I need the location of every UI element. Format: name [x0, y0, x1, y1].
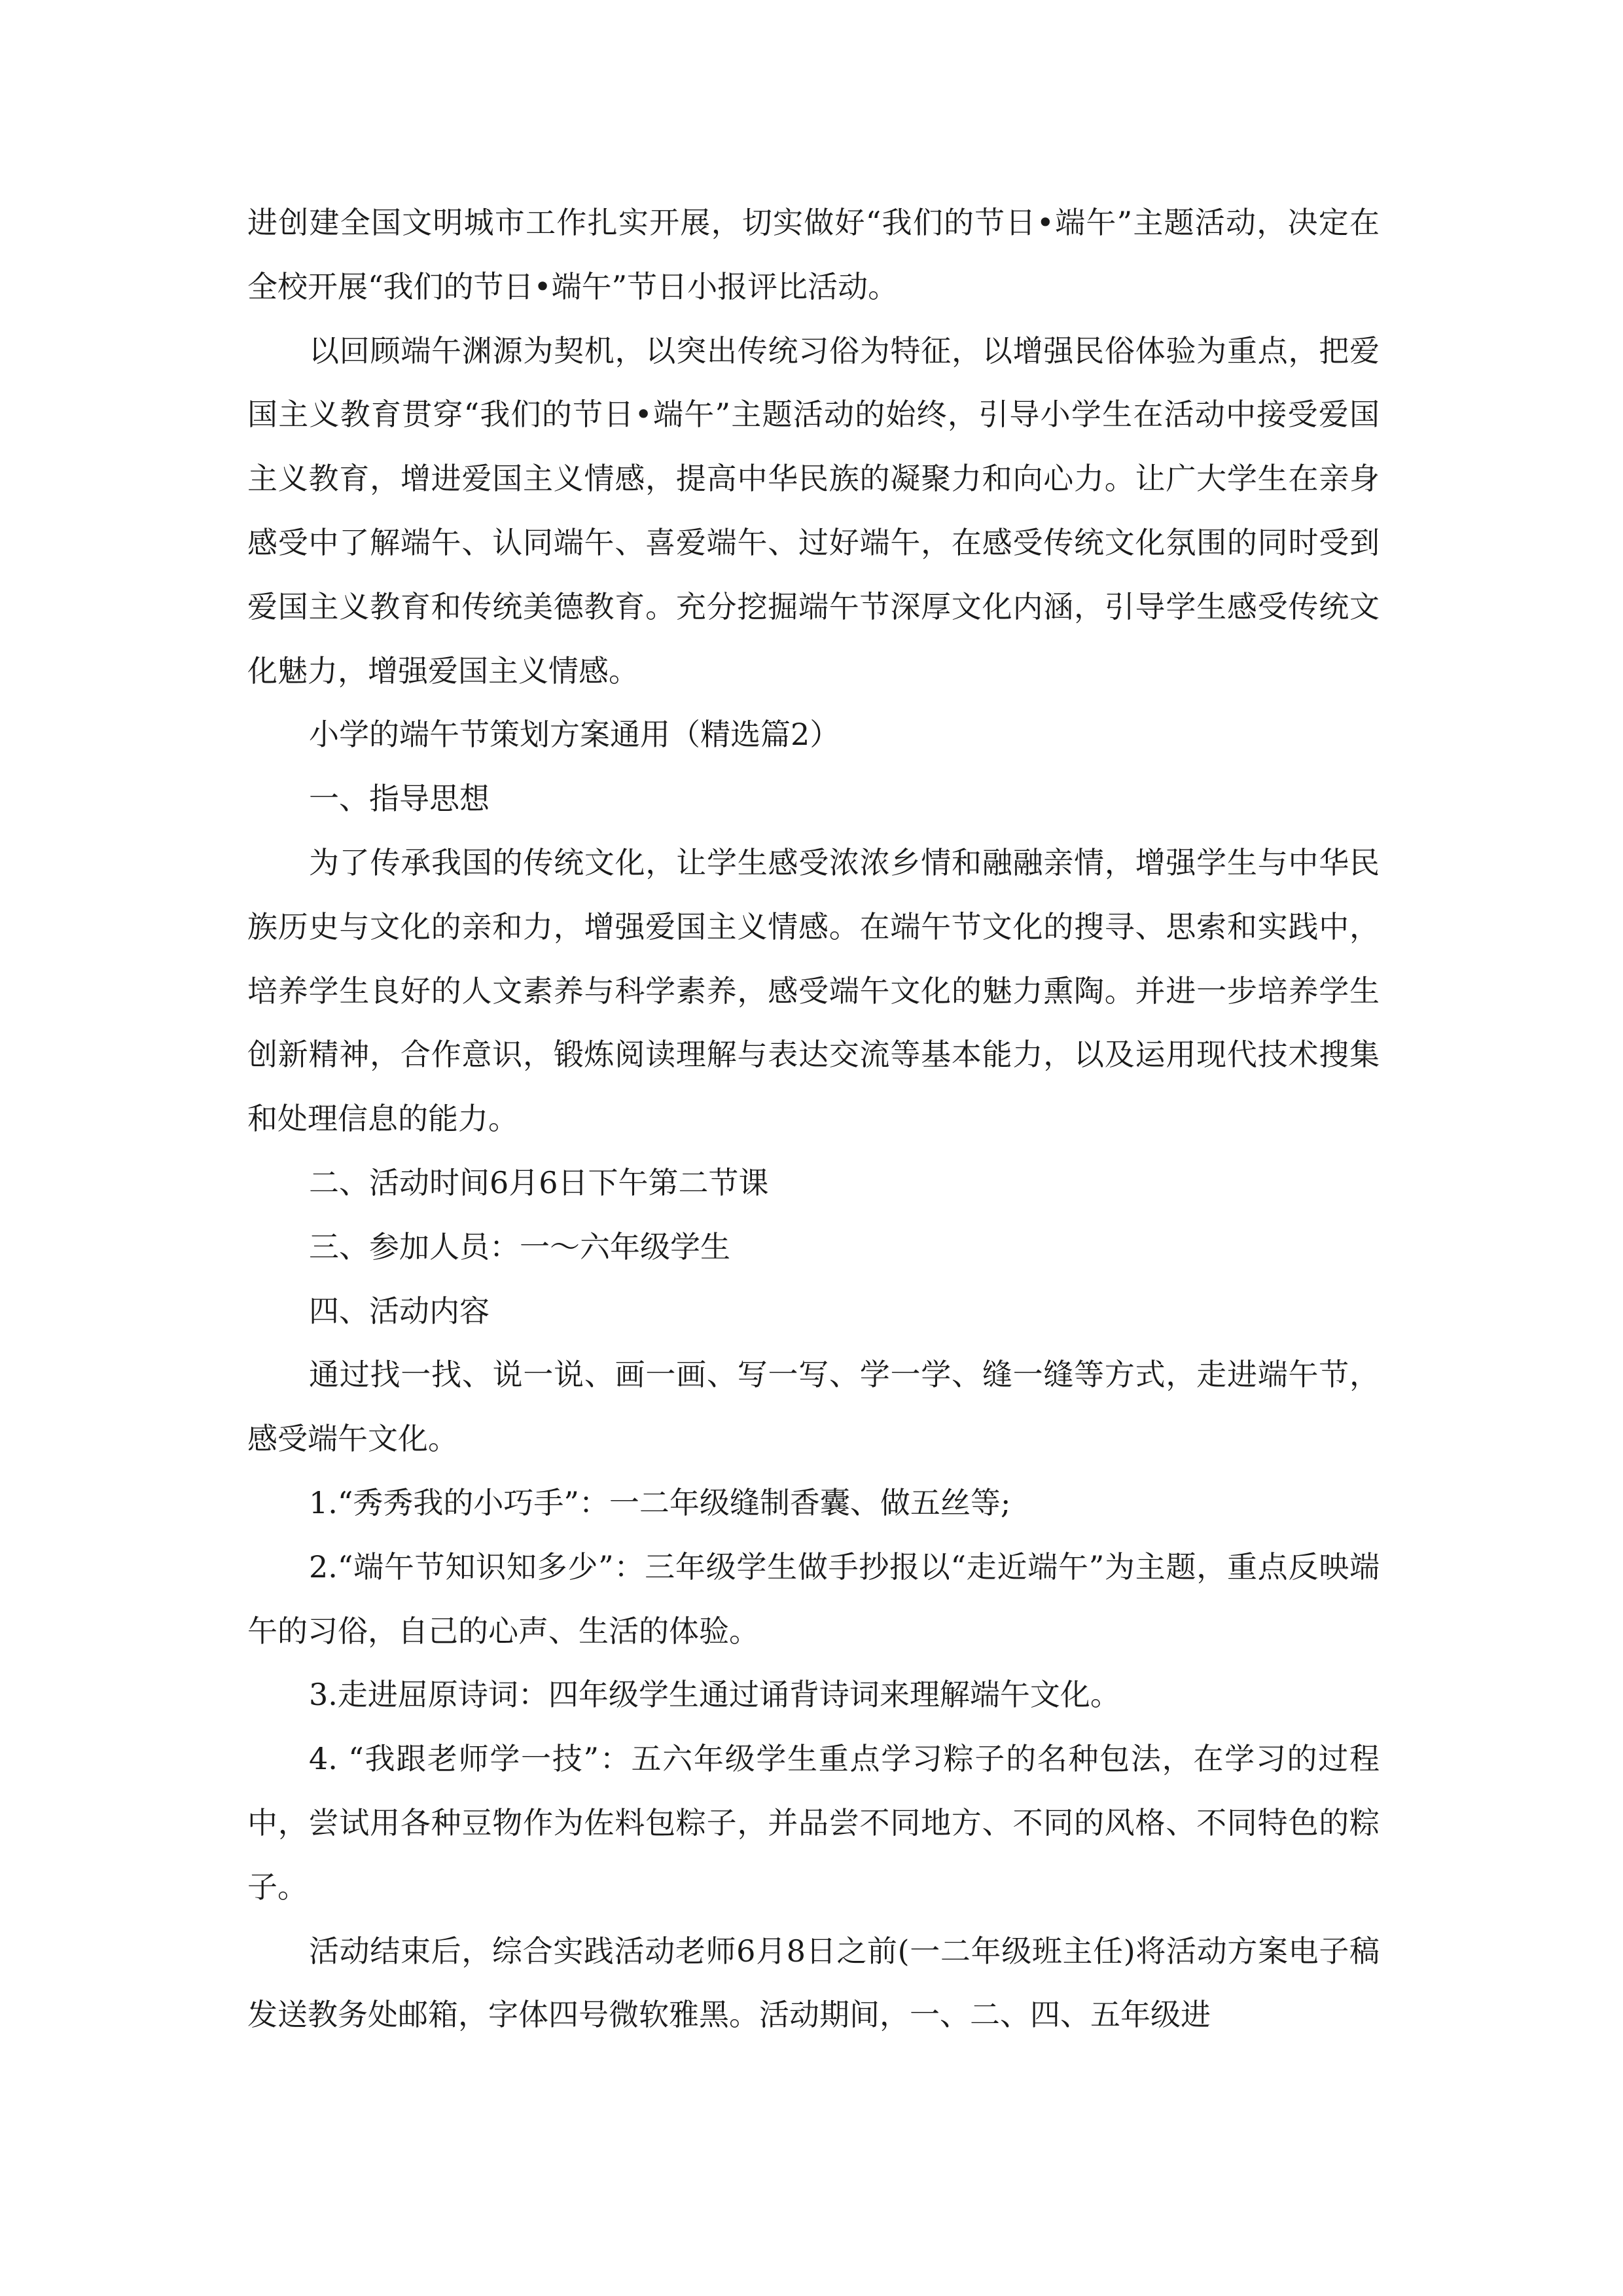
list-item-4: 4. “我跟老师学一技”：五六年级学生重点学习粽子的名种包法，在学习的过程中，尝试用各种豆物作为佐料包粽子，并品尝不同地方、不同的风格、不同特色的粽子。 — [247, 1741, 1380, 1905]
heading-guiding-ideas: 一、指导思想 — [309, 781, 490, 817]
paragraph-2: 以回顾端午渊源为契机，以突出传统习俗为特征，以增强民俗体验为重点，把爱国主义教育贯穿“我们的节日•端午”主题活动的始终，引导小学生在活动中接受爱国主义教育，增进爱国主义情感，提高中华民族的凝聚力和向心力。让广大学生在亲身感受中了解端午、认同端午、喜爱端午、过好端午，在感受传统文化氛围的同时受到爱国主义教育和传统美德教育。充分挖掘端午节深厚文化内涵，引导学生感受传统文化魅力，增强爱国主义情感。 — [247, 332, 1380, 689]
document-body — [247, 191, 1380, 2047]
section-title: 小学的端午节策划方案通用（精选篇2） — [309, 717, 840, 753]
heading-participants: 三、参加人员：一～六年级学生 — [309, 1229, 730, 1265]
list-item-1: 1.“秀秀我的小巧手”：一二年级缝制香囊、做五丝等; — [309, 1484, 1011, 1520]
paragraph-guiding-ideas: 为了传承我国的传统文化，让学生感受浓浓乡情和融融亲情，增强学生与中华民族历史与文化的亲和力，增强爱国主义情感。在端午节文化的搜寻、思索和实践中，培养学生良好的人文素养与科学素养，感受端午文化的魅力熏陶。并进一步培养学生创新精神，合作意识，锻炼阅读理解与表达交流等基本能力，以及运用现代技术搜集和处理信息的能力。 — [247, 844, 1380, 1137]
list-item-2: 2.“端午节知识知多少”：三年级学生做手抄报以“走近端午”为主题，重点反映端午的习俗，自己的心声、生活的体验。 — [247, 1549, 1380, 1649]
list-item-3: 3.走进屈原诗词：四年级学生通过诵背诗词来理解端午文化。 — [309, 1677, 1120, 1713]
heading-activity-content: 四、活动内容 — [309, 1293, 490, 1329]
paragraph-1: 进创建全国文明城市工作扎实开展，切实做好“我们的节日•端午”主题活动，决定在全校开展“我们的节日•端午”节日小报评比活动。 — [247, 205, 1380, 304]
paragraph-closing: 活动结束后，综合实践活动老师6月8日之前(一二年级班主任)将活动方案电子稿发送教务处邮箱，字体四号微软雅黑。活动期间，一、二、四、五年级进 — [247, 1933, 1380, 2033]
paragraph-activity-intro: 通过找一找、说一说、画一画、写一写、学一学、缝一缝等方式，走进端午节，感受端午文化。 — [247, 1357, 1380, 1457]
heading-activity-time: 二、活动时间6月6日下午第二节课 — [309, 1164, 769, 1200]
